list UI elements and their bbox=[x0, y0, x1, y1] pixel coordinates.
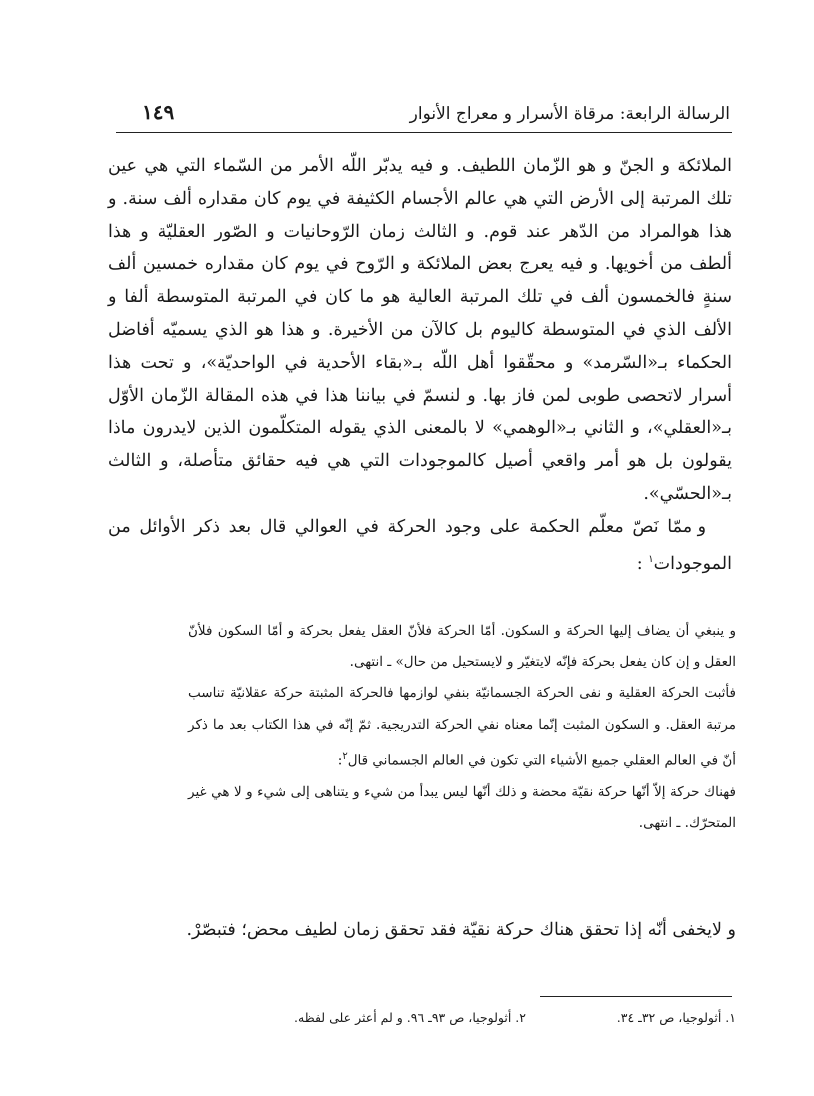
running-header bbox=[110, 100, 730, 130]
footnote-2: ٢. أثولوجيا، ص ٩٣ـ ٩٦. و لم أعثر على لفظه. bbox=[294, 1010, 526, 1025]
paragraph-2 bbox=[108, 511, 732, 580]
quote-paragraph-2-text: فأثبت الحركة العقلية و نفى الحركة الجسمانيّة بنفي لوازمها فالحركة المثبتة حركة عقلانيّة تناسب مرتبة العقل. و السكون المثبت إنّما معناه نفي الحركة التدريجية. ثمّ إنّه في هذا الكتاب بعد ما ذكر أنّ في العالم العقلي جميع الأشياء التي تكون في العالم الجسماني قال bbox=[188, 685, 736, 769]
footnote-ref-2: ٢ bbox=[342, 750, 348, 762]
footnote-1: ١. أثولوجيا، ص ٣٢ـ ٣٤. bbox=[616, 1010, 736, 1025]
quote-paragraph-2 bbox=[188, 678, 736, 776]
paragraph-1: الملائكة و الجنّ و هو الزّمان اللطيف. و فيه يدبّر اللّه الأمر من السّماء التي هي عين تلك المرتبة إلى الأرض التي هي عالم الأجسام الكثيفة في يوم كان مقداره ألف سنة. و هذا هوالمراد من الدّهر عند قوم. و الثالث زمان الرّوحانيات و الصّور العقليّة و هذا ألطف من أخويها. و فيه يعرج بعض الملائكة و الرّوح في يوم كان مقداره خمسين ألف سنةٍ فالخمسون ألف في تلك المرتبة العالية هو ما كان في المرتبة المتوسطة ألفا و الألف الذي في المتوسطة كاليوم بل كالآن من الأخيرة. و هذا هو الذي يسميّه أفاضل الحكماء بـ«السّرمد» و محقّقوا أهل اللّه بـ«بقاء الأحدية في الواحديّة»، و تحت هذا أسرار لاتحصى طوبى لمن فاز بها. و لنسمّ في بياننا هذا في هذه المقالة الزّمان الأوّل بـ«العقلي»، و الثاني بـ«الوهمي» لا بالمعنى الذي يقوله المتكلّمون الذين لايدرون ماذا يقولون بل هو أمر واقعي أصيل كالموجودات التي هي فيه حقائق متأصلة، و الثالث بـ«الحسّي». bbox=[108, 156, 732, 504]
header-rule bbox=[116, 132, 732, 133]
paragraph-2-text: و ممّا نَصّ معلّم الحكمة على وجود الحركة في العوالي قال بعد ذكر الأوائل من الموجودات bbox=[108, 516, 732, 574]
footnote-rule bbox=[540, 996, 732, 997]
main-text bbox=[108, 150, 732, 580]
quote-paragraph-1: و ينبغي أن يضاف إليها الحركة و السكون. أمّا الحركة فلأنّ العقل يفعل بحركة و أمّا السكون فلأنّ العقل و إن كان يفعل بحركة فإنّه لايتغيّر و لايستحيل من حال» ـ انتهى. bbox=[188, 623, 736, 671]
conclusion-line: و لايخفى أنّه إذا تحقق هناك حركة نقيّة فقد تحقق زمان لطيف محض؛ فتبصّرْ. bbox=[186, 920, 736, 940]
quote-paragraph-2-colon: : bbox=[337, 752, 343, 769]
header-title: الرسالة الرابعة: مرقاة الأسرار و معراج الأنوار bbox=[409, 104, 730, 124]
page-number: ١٤٩ bbox=[142, 100, 175, 124]
block-quote bbox=[188, 616, 736, 839]
quote-paragraph-3: فهناك حركة إلاّ أنّها حركة نقيّة محضة و ذلك أنّها ليس يبدأ من شيء و يتناهى إلى شيء و لا هي غير المتحرّك. ـ انتهى. bbox=[188, 783, 736, 831]
paragraph-2-colon: : bbox=[636, 553, 643, 574]
footnotes bbox=[240, 1010, 736, 1034]
footnote-ref-1: ١ bbox=[648, 553, 654, 565]
